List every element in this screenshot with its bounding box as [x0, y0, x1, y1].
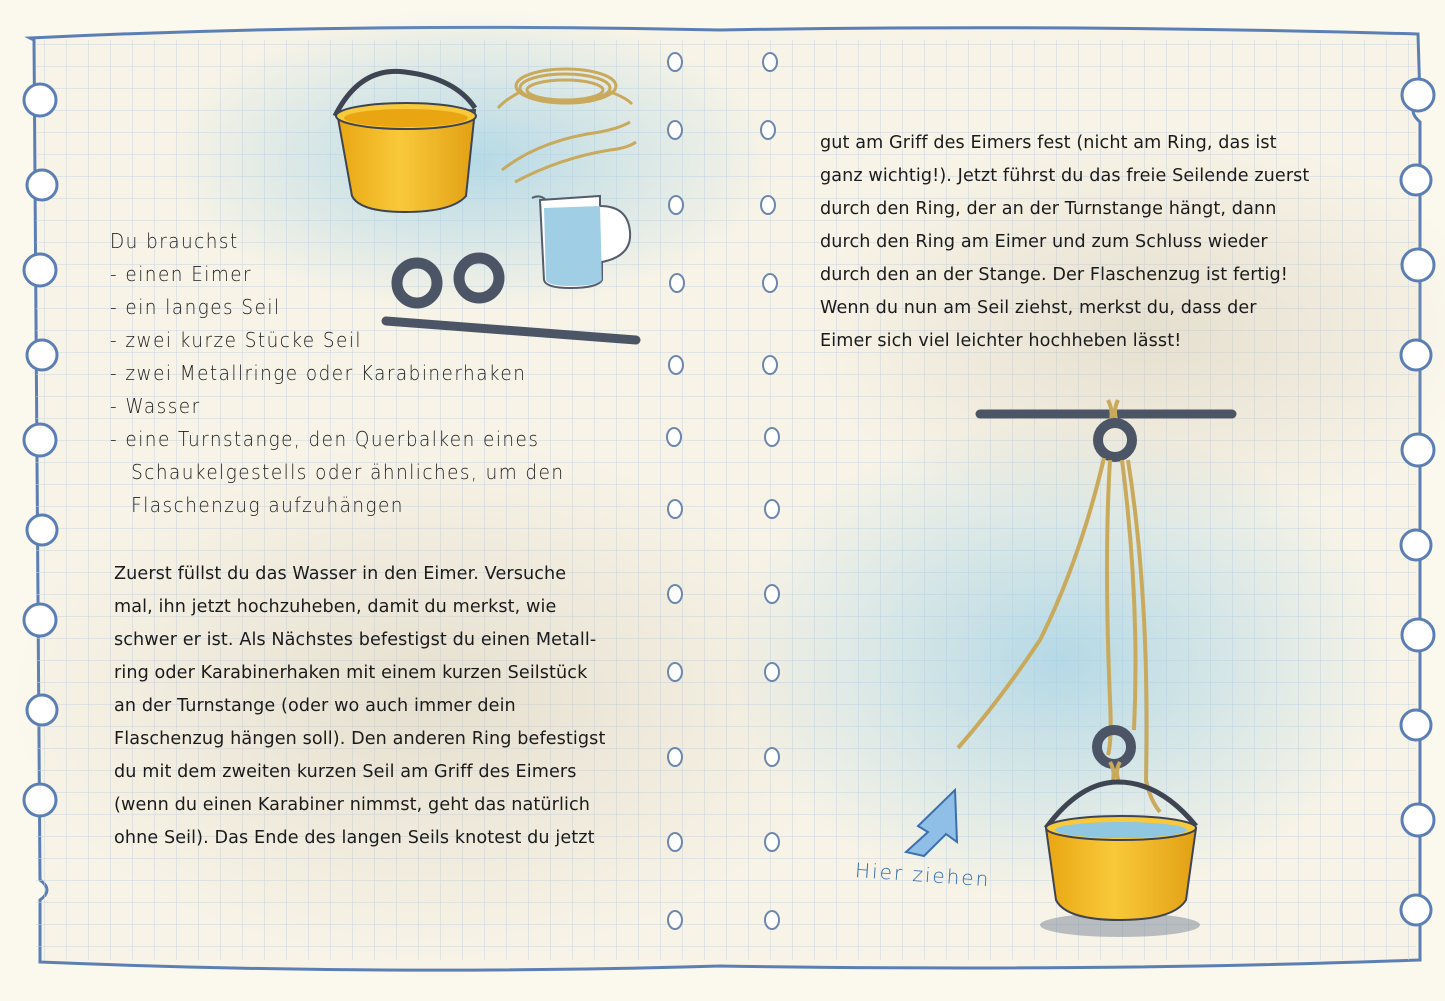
text-line: durch den Ring, der an der Turnstange hängt, dann: [820, 199, 1277, 219]
materials-item: - eine Turnstange, den Querbalken eines: [110, 427, 540, 451]
materials-item-continued: Schaukelgestells oder ähnliches, um den: [131, 460, 565, 484]
text-line: Zuerst füllst du das Wasser in den Eimer. Versuche: [114, 564, 567, 584]
text-line: (wenn du einen Karabiner nimmst, geht das natürlich: [114, 795, 591, 815]
text-line: Flaschenzug hängen soll). Den anderen Ring befestigst: [114, 729, 606, 749]
text-line: ring oder Karabinerhaken mit einem kurzen Seilstück: [114, 663, 588, 683]
text-line: ganz wichtig!). Jetzt führst du das freie Seilende zuerst: [820, 166, 1310, 186]
materials-item: - zwei Metallringe oder Karabinerhaken: [110, 361, 527, 385]
text-line: gut am Griff des Eimers fest (nicht am Ring, das ist: [820, 133, 1277, 153]
text-line: mal, ihn jetzt hochzuheben, damit du merkst, wie: [114, 597, 557, 617]
materials-item: - einen Eimer: [110, 262, 253, 286]
materials-list: [110, 225, 565, 522]
text-line: du mit dem zweiten kurzen Seil am Griff des Eimers: [114, 762, 577, 782]
instructions-right: [820, 127, 1309, 358]
text-line: durch den an der Stange. Der Flaschenzug ist fertig!: [820, 265, 1288, 285]
text-line: Eimer sich viel leichter hochheben lässt!: [820, 331, 1182, 351]
pull-here-label: Hier ziehen: [854, 858, 992, 892]
text-line: schwer er ist. Als Nächstes befestigst du einen Metall-: [114, 630, 597, 650]
text-line: ohne Seil). Das Ende des langen Seils knotest du jetzt: [114, 828, 595, 848]
materials-item: - zwei kurze Stücke Seil: [110, 328, 363, 352]
left-edge-holes: [24, 84, 57, 816]
materials-heading: Du brauchst: [110, 229, 239, 253]
materials-item: - Wasser: [110, 394, 201, 418]
text-line: an der Turnstange (oder wo auch immer dein: [114, 696, 516, 716]
text-line: Wenn du nun am Seil ziehst, merkst du, dass der: [820, 298, 1257, 318]
instructions-left: [114, 558, 605, 855]
text-line: durch den Ring am Eimer und zum Schluss wieder: [820, 232, 1268, 252]
materials-item-continued: Flaschenzug aufzuhängen: [131, 493, 404, 517]
materials-item: - ein langes Seil: [110, 295, 281, 319]
